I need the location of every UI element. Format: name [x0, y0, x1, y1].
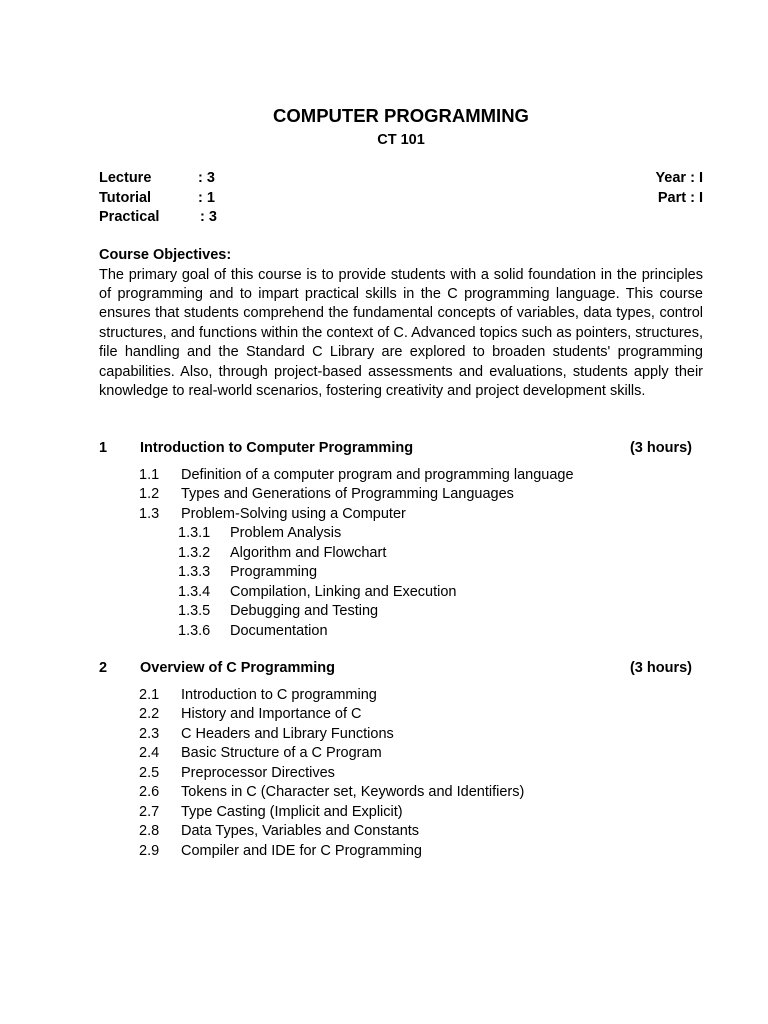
tutorial-label: Tutorial: [99, 189, 152, 206]
meta-row-tutorial: [99, 189, 703, 209]
meta-row-lecture: [99, 169, 703, 189]
tutorial-value: : 1: [198, 189, 215, 206]
item-text: Introduction to C programming: [181, 687, 377, 703]
list-item: [99, 764, 703, 783]
list-item: [99, 705, 703, 724]
item-number: 1.3.4: [178, 583, 211, 600]
item-number: 1.3.2: [178, 544, 211, 561]
objectives-heading: Course Objectives:: [99, 247, 232, 263]
list-item: [99, 822, 703, 841]
list-item: [99, 466, 703, 485]
section-heading: [99, 438, 703, 458]
item-text: History and Importance of C: [181, 706, 362, 723]
section-number: 2: [99, 660, 108, 676]
item-number: 1.3.6: [178, 622, 211, 639]
section-title: Introduction to Computer Programming: [140, 440, 414, 456]
item-text: Preprocessor Directives: [181, 764, 335, 781]
section-items: [99, 466, 703, 641]
item-text: Basic Structure of a C Program: [181, 745, 382, 762]
section-1: [99, 438, 703, 641]
item-number: 1.2: [139, 486, 160, 503]
year-value: Year : I: [655, 170, 703, 186]
section-items: [99, 686, 703, 861]
course-objectives: [99, 246, 703, 401]
objectives-text: The primary goal of this course is to provide students with a solid foundation in the principles of programming and to impart practical skills in the C programming language. This course ensures that students comprehend the fundamental concepts of variables, data types, control structures, and functions within the context of C. Advanced topics such as pointers, structures, file handling and the Standard C Library are explored to broaden students' programming capabilities. Also, through project-based assessments and evaluations, students apply their knowledge to real-world scenarios, fostering creativity and project development skills.: [99, 266, 703, 399]
list-item: [99, 803, 703, 822]
section-2: [99, 658, 703, 861]
item-number: 2.7: [139, 803, 160, 820]
item-text: Tokens in C (Character set, Keywords and Identifiers): [181, 784, 525, 801]
item-number: 1.3.3: [178, 564, 211, 581]
list-item: [99, 783, 703, 802]
course-meta: [99, 169, 703, 228]
item-text: Problem Analysis: [230, 525, 342, 542]
list-subitem: [99, 524, 703, 543]
list-subitem: [99, 622, 703, 641]
list-item: [99, 744, 703, 763]
section-hours: (3 hours): [629, 440, 692, 456]
item-number: 2.4: [139, 745, 160, 762]
item-number: 2.9: [139, 842, 160, 859]
item-text: Type Casting (Implicit and Explicit): [181, 803, 403, 820]
list-item: [99, 725, 703, 744]
section-title: Overview of C Programming: [140, 660, 335, 676]
item-text: Compiler and IDE for C Programming: [181, 842, 422, 859]
meta-row-practical: [99, 208, 703, 228]
item-text: Debugging and Testing: [230, 603, 379, 620]
course-code: CT 101: [377, 132, 425, 148]
item-number: 2.2: [139, 706, 160, 723]
list-subitem: [99, 544, 703, 563]
item-text: Compilation, Linking and Execution: [230, 583, 457, 600]
item-number: 1.3: [139, 505, 160, 522]
list-item: [99, 842, 703, 861]
lecture-value: : 3: [198, 170, 215, 186]
list-item: [99, 686, 703, 705]
lecture-label: Lecture: [99, 170, 152, 186]
list-subitem: [99, 583, 703, 602]
item-number: 2.6: [139, 784, 160, 801]
item-text: Programming: [230, 564, 318, 581]
practical-value: : 3: [200, 209, 217, 225]
document-title: COMPUTER PROGRAMMING: [273, 105, 529, 126]
section-heading: [99, 658, 703, 678]
list-subitem: [99, 563, 703, 582]
item-number: 2.1: [139, 687, 160, 703]
item-number: 2.3: [139, 725, 160, 742]
item-number: 2.5: [139, 764, 160, 781]
item-number: 1.3.5: [178, 603, 211, 620]
list-item: [99, 485, 703, 504]
item-text: Algorithm and Flowchart: [230, 544, 387, 561]
list-subitem: [99, 602, 703, 621]
item-number: 2.8: [139, 823, 160, 840]
item-text: Problem-Solving using a Computer: [181, 505, 406, 522]
practical-label: Practical: [99, 209, 160, 225]
item-text: Definition of a computer program and programming language: [181, 467, 574, 483]
item-text: Data Types, Variables and Constants: [181, 823, 420, 840]
section-hours: (3 hours): [629, 660, 692, 676]
item-text: Documentation: [230, 622, 328, 639]
item-text: Types and Generations of Programming Languages: [181, 486, 514, 503]
item-number: 1.3.1: [178, 525, 211, 542]
part-value: Part : I: [657, 189, 703, 206]
item-text: C Headers and Library Functions: [181, 725, 394, 742]
list-item: [99, 505, 703, 524]
item-number: 1.1: [139, 467, 160, 483]
section-number: 1: [99, 440, 108, 456]
